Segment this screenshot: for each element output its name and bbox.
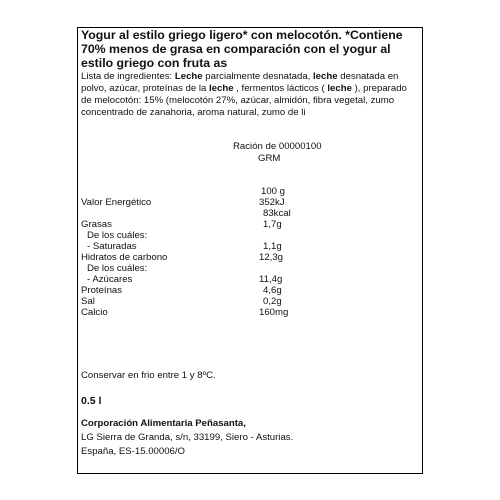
sugars-value: 11,4g bbox=[259, 274, 283, 285]
allergen-leche: leche bbox=[313, 71, 338, 82]
storage-instructions: Conservar en frio entre 1 y 8ºC. bbox=[81, 370, 216, 381]
carbs-label: Hidratos de carbono bbox=[81, 252, 168, 263]
of-which-label: De los cuáles: bbox=[87, 230, 148, 241]
ingredients-prefix: Lista de ingredientes: bbox=[81, 71, 175, 82]
calcium-label: Calcio bbox=[81, 307, 108, 318]
saturated-label: - Saturadas bbox=[87, 241, 137, 252]
ingredients-text: , fermentos lácticos ( bbox=[233, 83, 328, 94]
serving-unit: GRM bbox=[258, 153, 281, 164]
allergen-leche: leche bbox=[327, 83, 352, 94]
fat-value: 1,7g bbox=[263, 219, 282, 230]
ingredients-list bbox=[81, 71, 419, 119]
product-volume: 0.5 l bbox=[81, 395, 102, 407]
ingredients-text: desnatada en polvo, azúcar, proteínas de la bbox=[81, 71, 399, 94]
ingredients-text: ), preparado de melocotón: 15% (melocotón 27%, azúcar, almidón, fibra vegetal, zumo concentrado de zanahoria, aroma natural, zumo de li bbox=[81, 83, 407, 118]
carbs-value: 12,3g bbox=[259, 252, 284, 263]
company-country-code: España, ES-15.00006/O bbox=[81, 446, 186, 457]
product-title: Yogur al estilo griego ligero* con melocotón. *Contiene 70% menos de grasa en comparación con el yogur al estilo griego con fruta as bbox=[81, 28, 403, 70]
allergen-leche: leche bbox=[209, 83, 234, 94]
energy-label: Valor Energético bbox=[81, 197, 152, 208]
allergen-leche: Leche bbox=[174, 71, 203, 82]
company-address: LG Sierra de Granda, s/n, 33199, Siero - Asturias. bbox=[81, 432, 294, 443]
fat-label: Grasas bbox=[81, 219, 112, 230]
energy-kj-value: 352kJ bbox=[259, 197, 285, 208]
protein-value: 4,6g bbox=[263, 285, 282, 296]
protein-label: Proteínas bbox=[81, 285, 123, 296]
energy-kcal-value: 83kcal bbox=[263, 208, 291, 219]
salt-value: 0,2g bbox=[263, 296, 282, 307]
calcium-value: 160mg bbox=[259, 307, 289, 318]
saturated-value: 1,1g bbox=[263, 241, 282, 252]
salt-label: Sal bbox=[81, 296, 95, 307]
company-name: Corporación Alimentaria Peñasanta, bbox=[81, 418, 246, 429]
product-label-sheet bbox=[77, 27, 423, 474]
serving-size: Ración de 00000100 bbox=[233, 141, 322, 152]
ingredients-text: parcialmente desnatada, bbox=[202, 71, 314, 82]
per-100g-header: 100 g bbox=[261, 186, 286, 197]
sugars-label: - Azúcares bbox=[87, 274, 133, 285]
of-which-label: De los cuáles: bbox=[87, 263, 148, 274]
